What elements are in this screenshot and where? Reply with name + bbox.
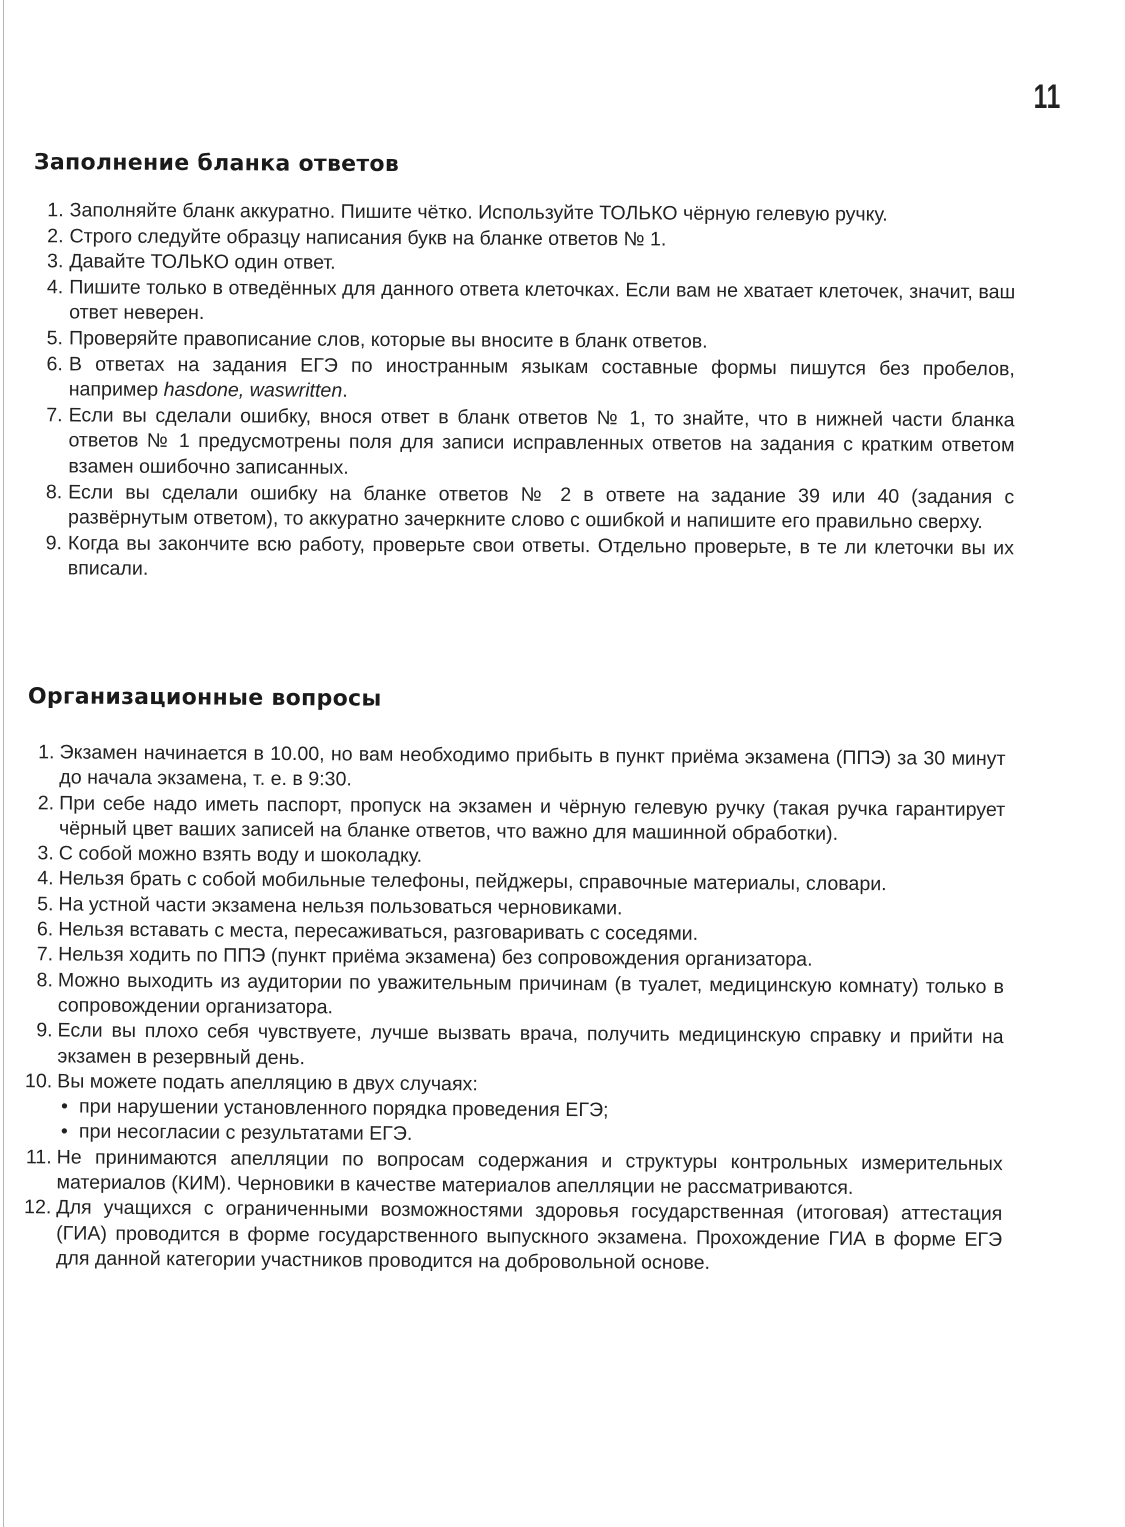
item-text: Нельзя ходить по ППЭ (пункт приёма экзамена) без сопровождения организатора. [58,943,813,972]
section-answer-form [0,150,1125,588]
item-text: Давайте ТОЛЬКО один ответ. [69,250,336,274]
organizational-rules-list [16,740,1006,1278]
item-text: При себе надо иметь паспорт, пропуск на экзамен и чёрную гелевую ручку (такая ручка гарантирует чёрный цвет ваших записей на бланке ответов, что важно для машинной обработки). [58,792,1006,845]
item-text: Заполняйте бланк аккуратно. Пишите чётко. Используйте ТОЛЬКО чёрную гелевую ручку. [69,199,888,226]
item-number: 1. [38,741,55,764]
section-title: Организационные вопросы [27,684,382,712]
answer-form-rules-list [34,198,1016,587]
page-number: 11 [1033,78,1061,116]
item-text: Когда вы закончите всю работу, проверьте свои ответы. Отдельно проверьте, в те ли клеточки вы их вписали. [67,532,1014,581]
item-text: Экзамен начинается в 10.00, но вам необходимо прибыть в пункт приёма экзамена (ППЭ) за 30 минут до начала экзамена, т. е. в 9:30. [59,741,1006,791]
item-text-end: . [342,379,348,402]
list-item [17,1069,1004,1152]
item-text: Строго следуйте образцу написания букв на бланке ответов № 1. [69,224,667,251]
item-text: На устной части экзамена нельзя пользоваться черновиками. [58,893,623,920]
item-number: 10. [24,1070,53,1093]
list-item [17,1018,1003,1075]
item-text: Вы можете подать апелляцию в двух случаях: [57,1070,478,1096]
item-number: 12. [24,1196,52,1219]
item-number: 8. [36,968,54,992]
item-text: Для учащихся с ограниченными возможностями здоровья государственная (итоговая) аттестация (ГИА) проводится в форме государственного выпускного экзамена. Прохождение ГИА в форме ЕГЭ для данной категории участников проводится на добровольной основе. [55,1196,1003,1274]
list-item [34,480,1014,536]
item-number: 2. [37,791,55,814]
item-text: Можно выходить из аудитории по уважительным причинам (в туалет, медицинскую комнату) только в сопровождении организатора. [57,969,1004,1019]
list-item [35,275,1015,331]
item-number: 8. [45,480,63,503]
item-number: 3. [47,250,64,273]
item-number: 5. [46,327,64,350]
list-item [34,403,1014,485]
item-number: 9. [45,531,63,555]
item-text: С собой можно взять воду и шоколадку. [58,842,423,868]
item-number: 1. [47,199,64,222]
list-item [34,531,1014,587]
item-number: 6. [36,918,54,941]
list-item [16,1195,1003,1278]
item-text: Пишите только в отведённых для данного ответа клеточках. Если вам не хватает клеточек, значит, ваш ответ неверен. [69,276,1016,325]
item-number: 9. [36,1019,53,1042]
item-text: В ответах на задания ЕГЭ по иностранным языкам составные формы пишутся без пробелов, например [68,352,1015,402]
item-text: Не принимаются апелляции по вопросам содержания и структуры контрольных измерительных материалов (КИМ). Черновики в качестве материалов апелляции не рассматриваются. [56,1146,1003,1200]
item-text: Если вы сделали ошибку, внося ответ в бланк ответов № 1, то знайте, что в нижней части бланка ответов № 1 предусмотрены поля для записи исправленных ответов на задания с кратким ответом взамен ошибочно записанных. [68,404,1015,479]
section-organizational [0,684,1125,1279]
item-number: 7. [46,403,63,427]
item-text: Если вы сделали ошибку на бланке ответов № 2 в ответе на задание 39 или 40 (задания с развёрнутым ответом), то аккуратно зачеркните слово с ошибкой и напишите его правильно сверху. [68,480,1015,534]
item-example: hasdone, waswritten [163,379,343,402]
list-item [35,352,1015,408]
item-text: Нельзя брать с собой мобильные телефоны, пейджеры, справочные материалы, словари. [58,867,887,896]
item-text: Проверяйте правописание слов, которые вы вносите в бланк ответов. [68,327,708,353]
item-number: 2. [47,224,64,247]
item-number: 4. [37,867,54,890]
item-text: Нельзя вставать с места, пересаживаться, разговаривать с соседями. [58,918,699,945]
item-number: 6. [46,352,63,375]
item-number: 5. [37,893,54,916]
appeal-cases-list [57,1095,1003,1152]
list-item [16,1145,1002,1202]
item-number: 3. [37,842,54,865]
item-number: 7. [36,943,54,966]
bullet-item: • при нарушении установленного порядка проведения ЕГЭ; [59,1095,1003,1127]
list-item [19,791,1005,848]
section-title: Заполнение бланка ответов [33,150,400,178]
item-text: Если вы плохо себя чувствуете, лучше вызвать врача, получить медицинскую справку и прийти на экзамен в резервный день. [57,1019,1004,1069]
list-item [18,968,1004,1025]
item-number: 4. [46,276,64,299]
item-number: 11. [25,1145,52,1169]
list-item [19,740,1005,797]
bullet-item: • при несогласии с результатами ЕГЭ. [59,1120,1003,1152]
